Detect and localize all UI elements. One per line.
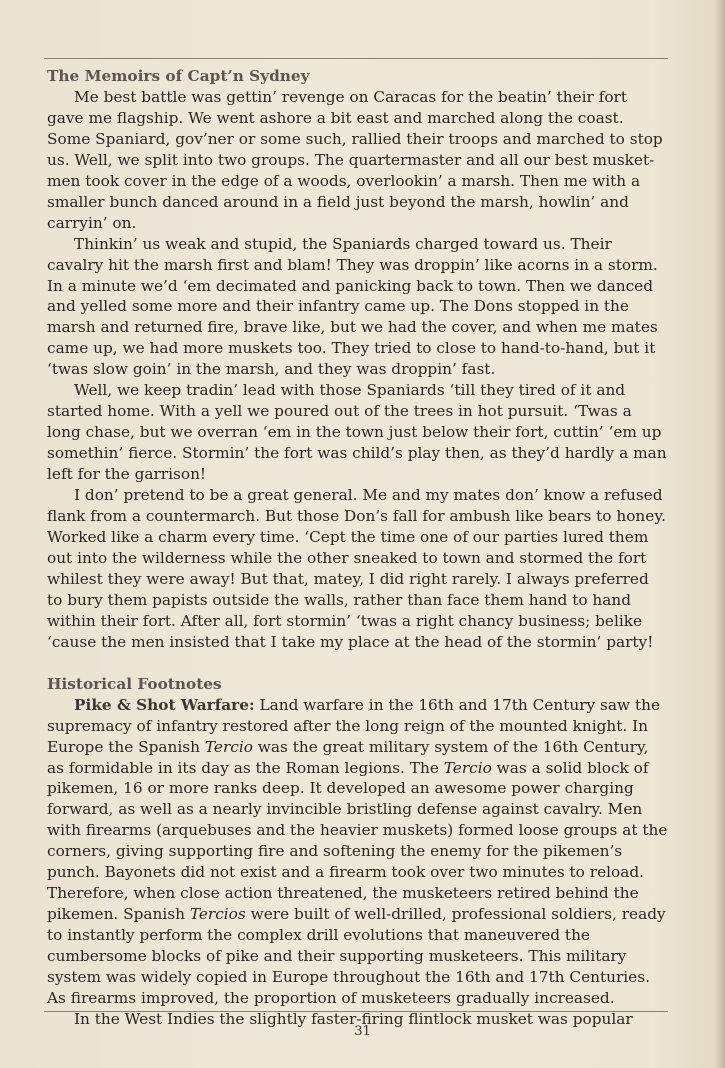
tercios-term: Tercios (189, 905, 246, 924)
section-spacer (47, 653, 668, 674)
footnote-lead-term: Pike & Shot Warfare: (74, 695, 255, 714)
memoir-heading: The Memoirs of Capt’n Sydney (47, 67, 310, 85)
memoir-paragraph-1: Me best battle was gettin’ revenge on Caracas for the beatin’ their fort gave me flagship. We went ashore a bit east and marched along the coast. Some Spaniard, gov’ner or some such, rallied their troops and marched to stop us. Well, we split into two groups. The quartermaster and all our best musket-men took cover in the edge of a woods, overlookin’ a marsh. Then me with a smaller bunch danced around in a field just beyond the marsh, howlin’ and carryin’ on. (47, 87, 663, 232)
page-number: 31 (354, 1024, 371, 1039)
page-edge-shadow (715, 0, 725, 1068)
footnote-text-4: were built of well-drilled, professional soldiers, ready to instantly perform the complex drill evolutions that maneuvered the cumbersome blocks of pike and their supporting musketeers. This military system was widely copied in Europe throughout the 16th and 17th Centuries. As firearms improved, the proportion of musketeers gradually increased. (47, 905, 666, 1007)
tercio-term-2: Tercio (443, 758, 492, 777)
memoir-paragraph-2: Thinkin’ us weak and stupid, the Spaniards charged toward us. Their cavalry hit the marsh first and blam! They was droppin’ like acorns in a storm. In a minute we’d ‘em decimated and panicking back to town. Then we danced and yelled some more and their infantry came up. The Dons stopped in the marsh and returned fire, brave like, but we had the cover, and when me mates came up, we had more muskets too. They tried to close to hand-to-hand, but it ‘twas slow goin’ in the marsh, and they was droppin’ fast. (47, 234, 658, 379)
footnote-text-2: was the great military system of the 16th Century, as formidable in its day as the Roman legions. The (47, 737, 649, 777)
tercio-term-1: Tercio (204, 737, 253, 756)
footnotes-heading: Historical Footnotes (47, 674, 222, 693)
footnote-text-1: Land warfare in the 16th and 17th Century saw the supremacy of infantry restored after the long reign of the mounted knight. In Europe the Spanish (47, 695, 661, 756)
top-rule (44, 58, 668, 59)
memoir-paragraph-3: Well, we keep tradin’ lead with those Spaniards ‘till they tired of it and started home. With a yell we poured out of the trees in hot pursuit. ‘Twas a long chase, but we overran ‘em in the town just below their fort, cuttin’ ‘em up somethin’ fierce. Stormin’ the fort was child’s play then, as they’d hardly a man left for the garrison! (47, 381, 667, 484)
footnote-paragraph-1 (47, 695, 668, 1009)
page-body (47, 66, 668, 1030)
footnote-paragraph-2: In the West Indies the slightly faster-firing flintlock musket was popular (74, 1009, 633, 1028)
memoir-paragraph-4: I don’ pretend to be a great general. Me and my mates don’ know a refused flank from a countermarch. But those Don’s fall for ambush like bears to honey. Worked like a charm every time. ‘Cept the time one of our parties lured them out into the wilderness while the other sneaked to town and stormed the fort whilest they were away! But that, matey, I did right rarely. I always preferred to bury them papists outside the walls, rather than face them hand to hand within their fort. After all, fort stormin’ ‘twas a right chancy business; belike ‘cause the men insisted that I take my place at the head of the stormin’ party! (47, 486, 666, 651)
bottom-rule (44, 1011, 668, 1012)
footnote-text-3: was a solid block of pikemen, 16 or more ranks deep. It developed an awesome power charging forward, as well as a nearly invincible bristling defense against cavalry. Men with firearms (arquebuses and the heavier muskets) formed loose groups at the corners, giving supporting fire and softening the enemy for the pikemen’s punch. Bayonets did not exist and a firearm took over two minutes to reload. Therefore, when close action threatened, the musketeers retired behind the pikemen. Spanish (47, 758, 668, 924)
